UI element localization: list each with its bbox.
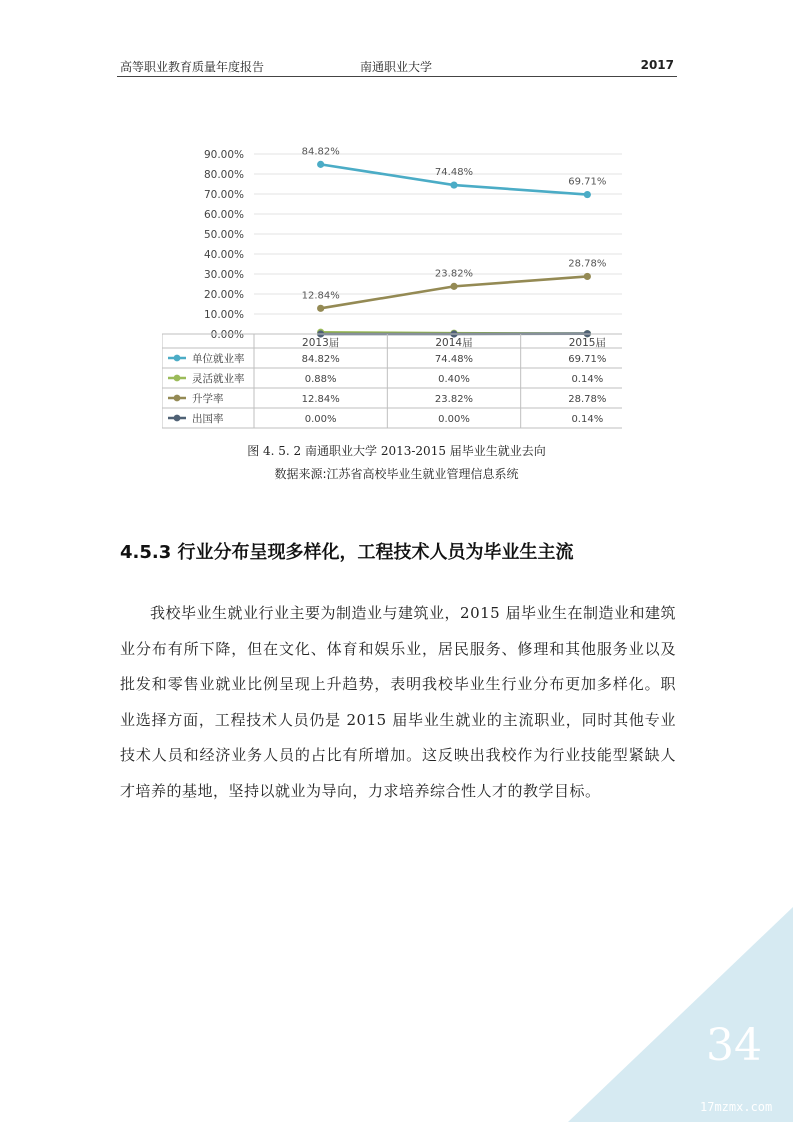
chart-data-point (450, 181, 457, 188)
chart-data-table (162, 334, 622, 428)
section-title: 4.5.3 行业分布呈现多样化，工程技术人员为毕业生主流 (120, 542, 574, 563)
chart-y-tick-label: 80.00% (203, 169, 244, 181)
chart-data-label: 84.82% (301, 146, 340, 158)
chart-legend-label: 出国率 (192, 413, 224, 425)
chart-table-cell: 0.14% (571, 414, 604, 425)
chart-y-tick-label: 40.00% (203, 249, 244, 261)
chart-category-label: 2015届 (568, 337, 606, 349)
chart-category-label: 2014届 (435, 337, 473, 349)
chart-category-label: 2013届 (302, 337, 340, 349)
chart-table-cell: 84.82% (301, 354, 340, 365)
chart-table-cell: 0.00% (438, 414, 470, 425)
chart-y-tick-label: 30.00% (203, 269, 244, 281)
corner-decoration (568, 907, 793, 1122)
chart-table-cell: 0.00% (304, 414, 337, 425)
chart-legend-label: 升学率 (192, 393, 224, 405)
section-paragraph: 我校毕业生就业行业主要为制造业与建筑业，2015 届毕业生在制造业和建筑业分布有所下降，但在文化、体育和娱乐业，居民服务、修理和其他服务业以及批发和零售业就业比例呈现上升趋势，表明我校毕业生行业分布更加多样化。职业选择方面，工程技术人员仍是 2015 届毕业生就业的主流职业，同时其他专业技术人员和经济业务人员的占比有所增加。这反映出我校作为行业技能型紧缺人才培养的基地，坚持以就业为导向，力求培养综合性人才的教学目标。 (120, 604, 676, 800)
chart-data-point (584, 273, 591, 280)
chart-table-cell: 12.84% (301, 394, 340, 405)
chart-table-cell: 0.40% (438, 374, 470, 385)
chart-table-cell: 0.88% (304, 374, 337, 385)
chart-series-lines (302, 146, 607, 337)
chart-table-cell: 0.14% (571, 374, 604, 385)
chart-legend-swatch-marker (174, 375, 181, 382)
chart-table-cell: 28.78% (568, 394, 607, 405)
chart-y-tick-label: 90.00% (203, 149, 244, 161)
chart-data-label: 28.78% (568, 258, 607, 270)
chart-grid (254, 154, 622, 334)
header-year: 2017 (640, 58, 674, 72)
chart-y-tick-label: 50.00% (203, 229, 244, 241)
employment-destination-chart (162, 140, 622, 432)
chart-legend-swatch-marker (174, 395, 181, 402)
chart-series-line (321, 276, 588, 308)
chart-legend-label: 灵活就业率 (192, 373, 245, 385)
chart-y-tick-label: 70.00% (203, 189, 244, 201)
chart-legend-label: 单位就业率 (192, 353, 245, 365)
chart-data-label: 74.48% (434, 167, 474, 179)
chart-y-axis (204, 149, 244, 341)
chart-data-point (317, 161, 324, 168)
figure-source: 数据来源:江苏省高校毕业生就业管理信息系统 (274, 467, 519, 481)
chart-data-label: 23.82% (434, 268, 474, 280)
header-report-title: 高等职业教育质量年度报告 (120, 60, 265, 74)
chart-data-label: 69.71% (568, 176, 607, 188)
chart-y-tick-label: 60.00% (203, 209, 244, 221)
header-divider (117, 76, 677, 77)
chart-table-cell: 23.82% (434, 394, 474, 405)
header-school-name: 南通职业大学 (360, 60, 433, 74)
page-header (120, 54, 674, 76)
chart-legend-swatch-marker (174, 355, 181, 362)
chart-y-tick-label: 20.00% (203, 289, 244, 301)
chart-data-point (317, 305, 324, 312)
chart-y-tick-label: 0.00% (210, 329, 244, 341)
chart-table-cell: 74.48% (434, 354, 474, 365)
chart-data-label: 12.84% (301, 290, 340, 302)
chart-legend-swatch-marker (174, 415, 181, 422)
page-number: 34 (706, 1020, 762, 1071)
chart-data-point (584, 191, 591, 198)
watermark: 17mzmx.com (700, 1100, 773, 1114)
figure-caption: 图 4. 5. 2 南通职业大学 2013-2015 届毕业生就业去向 (247, 444, 546, 458)
chart-y-tick-label: 10.00% (203, 309, 244, 321)
chart-data-point (450, 283, 457, 290)
chart-table-cell: 69.71% (568, 354, 607, 365)
